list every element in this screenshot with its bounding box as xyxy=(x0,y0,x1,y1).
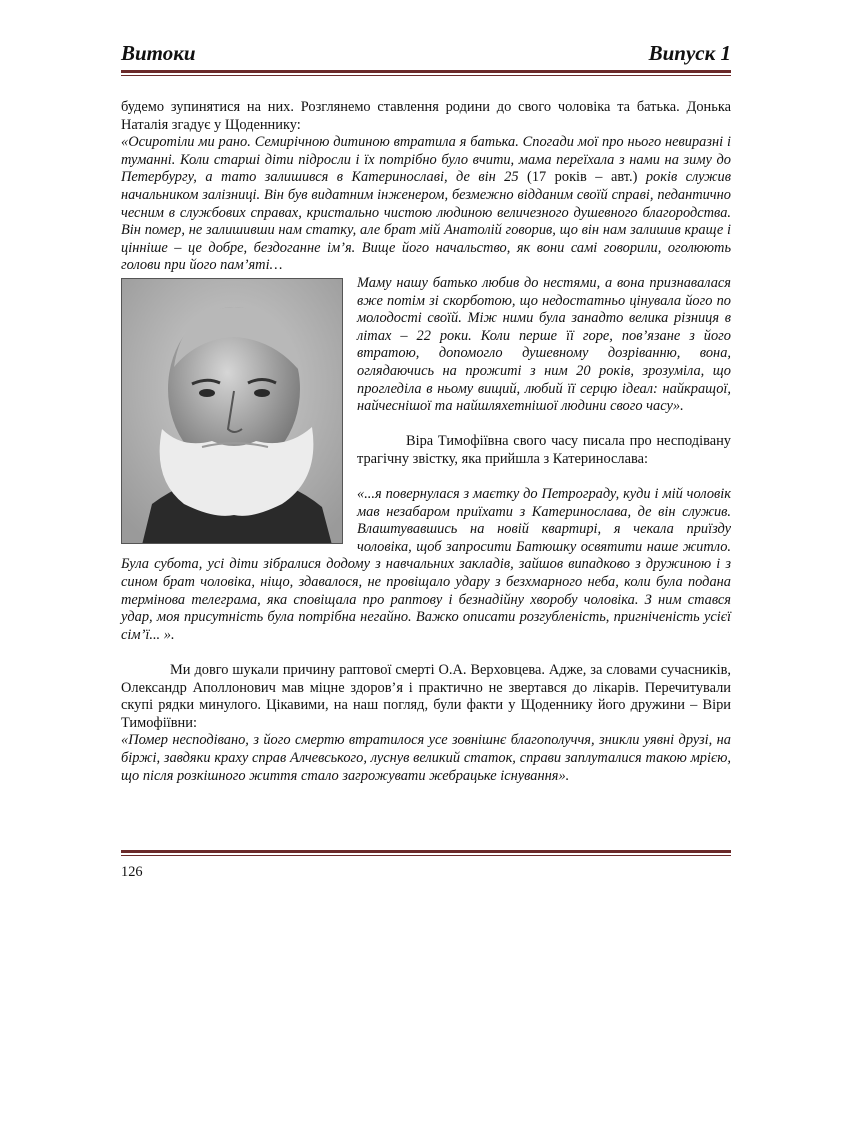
page xyxy=(121,38,731,785)
paragraph-intro: будемо зупинятися на них. Розглянемо ставлення родини до свого чоловіка та батька. Донька Наталія згадує у Щоденнику: xyxy=(121,99,731,133)
paragraph-cause-of-death: Ми довго шукали причину раптової смерті О.А. Верховцева. Адже, за словами сучасників, Олександр Аполлонович мав міцне здоров’я і практично не звертався до лікарів. Перечитували скупі рядки минулого. Цікавими, на наш погляд, були факти у Щоденнику його дружини – Віри Тимофіївни: xyxy=(121,662,731,731)
quote-part-2: років служив начальником залізниці. Він був видатним інженером, безмежно відданим своїй справі, педантично чесним в службових справах, кристально чистою людиною величезного душевного благородства. Він помер, не залишивши нам статку, але брат мій Анатолій говорив, що він нам залишив краще і цінніше – це добре, бездоганне ім’я. Вище його начальство, як вони самі говорили, оголюють голови при його пам’яті… xyxy=(121,169,732,274)
footer-rule xyxy=(121,850,731,856)
running-header xyxy=(121,38,731,66)
journal-title: Витоки xyxy=(121,41,196,65)
paragraph-vira-news: Віра Тимофіївна свого часу писала про несподівану трагічну звістку, яка прийшла з Катеринослава: xyxy=(357,433,731,467)
portrait-photo xyxy=(121,278,343,544)
issue-label: Випуск 1 xyxy=(648,41,731,65)
quote-natalia xyxy=(121,134,731,275)
header-rule xyxy=(121,70,731,76)
quote-vira-letter: «...я повернулася з маєтку до Петрограду, куди і мій чоловік мав незабаром приїхати з Катеринослава, де він служив. Влаштувавшись на новій квартирі, я чекала приїзду чоловіка, щоб запросити Батюшку освятити наше житло. Була субота, усі діти зібралися додому з навчальних закладів, зайшов випадково з дружиною і з сином брат чоловіка, ніщо, здавалося, не провіщало удару з безхмарного неба, коли була подана термінова телеграма, яка сповіщала про раптову і безнадійну хворобу чоловіка. З ним стався удар, моя присутність була потрібна негайно. Важко описати розгубленість, пригніченість усієї сім’ї... ». xyxy=(121,486,731,643)
page-number: 126 xyxy=(121,864,143,880)
portrait-illustration xyxy=(122,279,343,544)
author-note: (17 років – авт.) xyxy=(527,169,638,186)
quote-part-1: «Осиротіли ми рано. Семирічною дитиною втратила я батька. Спогади мої про нього невиразні і туманні. Коли старші діти підросли і їх потрібно було вчити, мама переїхала з нами на зиму до Петербургу, а тато залишився в Катеринославі, де він 25 xyxy=(121,134,731,186)
quote-natalia-continued: Маму нашу батько любив до нестями, а вона признавалася вже потім зі скорботою, що недостатньо цінувала його по молодості своїй. Між ними була занадто велика різниця в літах – 22 роки. Коли перше її горе, пов’язане з його втратою, допомогло душевному дозріванню, вона, оглядаючись на прожиті з ним 20 років, зрозуміла, що прогледіла в ньому вищий, любий її серцю ідеал: найкращої, найчеснішої та найшляхетнішої людини свого часу». xyxy=(357,274,731,415)
quote-vira-diary: «Помер несподівано, з його смертю втратилося усе зовнішнє благополуччя, зникли уявні друзі, на біржі, завдяки краху справ Алчевського, луснув великий статок, справи заплуталися такою мрією, що після розкішного життя стало загрожувати жебрацьке існування». xyxy=(121,732,731,784)
article-body xyxy=(121,99,731,785)
